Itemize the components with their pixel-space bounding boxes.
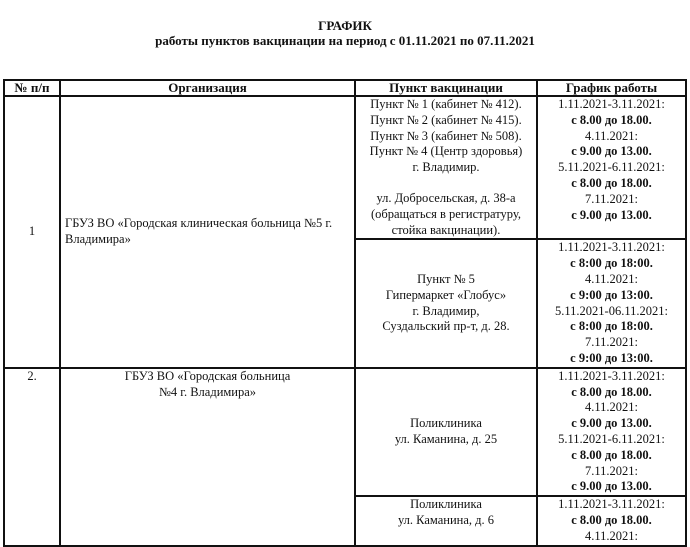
schedule-time: с 8.00 до 18.00. xyxy=(571,112,652,127)
point-line: г. Владимир, xyxy=(412,303,480,318)
schedule-date: 4.11.2021: xyxy=(584,271,638,286)
schedule-time: с 8.00 до 18.00. xyxy=(571,384,652,399)
organization-name xyxy=(60,368,355,546)
schedule-time: с 8:00 до 18:00. xyxy=(570,256,653,271)
schedule-cell xyxy=(537,96,686,239)
schedule-date: 4.11.2021: xyxy=(584,128,638,143)
schedule-date: 5.11.2021-6.11.2021: xyxy=(558,431,665,446)
document-title: ГРАФИК xyxy=(318,18,372,33)
schedule-date: 4.11.2021: xyxy=(584,400,638,415)
vaccination-point xyxy=(355,496,537,545)
document-subtitle: работы пунктов вакцинации на период с 01.11.2021 по 07.11.2021 xyxy=(155,33,535,48)
header-organization: Организация xyxy=(60,80,355,96)
point-line: ул. Каманина, д. 25 xyxy=(394,431,498,446)
schedule-date: 4.11.2021: xyxy=(584,528,638,543)
organization-name-text: ГБУЗ ВО «Городская больница №4 г. Владимира» xyxy=(124,368,291,399)
schedule-date: 1.11.2021-3.11.2021: xyxy=(558,97,665,111)
schedule-table xyxy=(3,79,687,547)
schedule-time: с 9:00 до 13:00. xyxy=(570,350,653,365)
schedule-time: с 8.00 до 18.00. xyxy=(571,175,652,190)
point-line: Суздальский пр-т, д. 28. xyxy=(382,319,510,334)
schedule-date: 7.11.2021: xyxy=(584,463,638,478)
point-line: ул. Добросельская, д. 38-а xyxy=(376,190,516,205)
schedule-cell xyxy=(537,496,686,545)
schedule-date: 1.11.2021-3.11.2021: xyxy=(558,240,665,255)
schedule-time: с 9.00 до 13.00. xyxy=(571,144,652,159)
schedule-date: 1.11.2021-3.11.2021: xyxy=(558,497,665,512)
point-line: Пункт № 1 (кабинет № 412). xyxy=(370,97,522,111)
row-number: 1 xyxy=(4,96,60,368)
point-line: ул. Каманина, д. 6 xyxy=(397,512,494,527)
point-line: г. Владимир. xyxy=(412,160,480,175)
vaccination-point xyxy=(355,239,537,367)
schedule-cell xyxy=(537,368,686,496)
schedule-time: с 9:00 до 13:00. xyxy=(570,287,653,302)
blank-line xyxy=(360,176,532,191)
header-number: № п/п xyxy=(4,80,60,96)
schedule-date: 1.11.2021-3.11.2021: xyxy=(558,368,665,383)
schedule-time: с 9.00 до 13.00. xyxy=(571,479,652,494)
vaccination-point xyxy=(355,96,537,239)
table-row xyxy=(4,96,686,239)
table-row xyxy=(4,368,686,496)
table-header-row xyxy=(4,80,686,96)
schedule-cell xyxy=(537,239,686,367)
schedule-time: с 8.00 до 18.00. xyxy=(571,512,652,527)
schedule-date: 7.11.2021: xyxy=(584,335,638,350)
row-number: 2. xyxy=(4,368,60,546)
vaccination-point xyxy=(355,368,537,496)
header-vaccination-point: Пункт вакцинации xyxy=(355,80,537,96)
point-line: Пункт № 4 (Центр здоровья) xyxy=(369,144,523,159)
schedule-date: 5.11.2021-6.11.2021: xyxy=(558,160,665,175)
point-line: Гипермаркет «Глобус» xyxy=(385,287,507,302)
schedule-date: 7.11.2021: xyxy=(584,191,638,206)
point-line: стойка вакцинации). xyxy=(391,222,501,237)
point-line: Пункт № 5 xyxy=(417,271,475,286)
header-schedule: График работы xyxy=(537,80,686,96)
schedule-date: 5.11.2021-06.11.2021: xyxy=(555,303,668,318)
schedule-time: с 8:00 до 18:00. xyxy=(570,319,653,334)
point-line: Пункт № 2 (кабинет № 415). xyxy=(370,112,522,127)
organization-name: ГБУЗ ВО «Городская клиническая больница №5 г. Владимира» xyxy=(60,96,355,368)
point-line: Пункт № 3 (кабинет № 508). xyxy=(370,128,522,143)
schedule-time: с 9.00 до 13.00. xyxy=(571,416,652,431)
schedule-time: с 9.00 до 13.00. xyxy=(571,207,652,222)
schedule-time: с 8.00 до 18.00. xyxy=(571,447,652,462)
point-line: Поликлиника xyxy=(410,497,482,512)
point-line: Поликлиника xyxy=(410,416,482,431)
point-line: (обращаться в регистратуру, xyxy=(370,206,522,221)
